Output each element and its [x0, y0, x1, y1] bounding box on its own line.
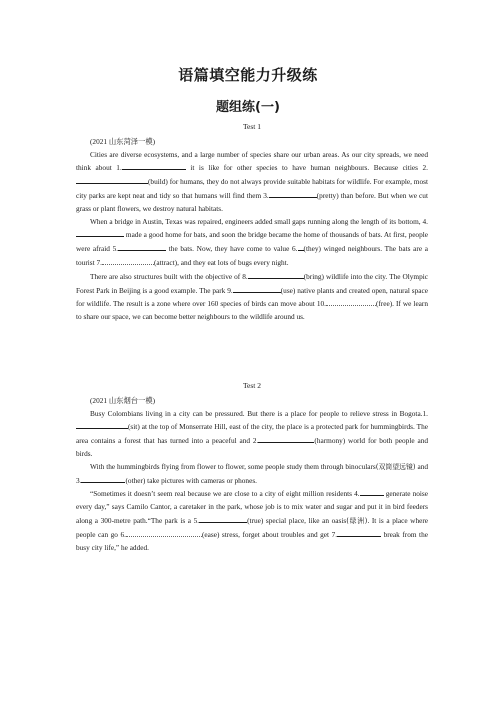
- blank-t2-4[interactable]: [360, 487, 384, 496]
- test-1-paragraph-2: When a bridge in Austin, Texas was repaired, engineers added small gaps running along the length of its bottom, 4. made a good home for bats, and soon the bridge became the home of thousands of bats. At first, people were afraid 5. the bats. Now, they have come to value 6. (they) winged neighbours. The bats are a tourist 7. (attract), and they eat lots of bugs every night.: [76, 216, 428, 267]
- blank-2[interactable]: [76, 175, 148, 184]
- blank-3[interactable]: [269, 189, 317, 198]
- test-2-heading: Test 2: [242, 381, 261, 390]
- page-title: 语篇填空能力升级练: [178, 66, 318, 84]
- page-subtitle: 题组练(一): [216, 100, 280, 115]
- blank-7[interactable]: [102, 256, 154, 265]
- test-2-paragraph-1: Busy Colombians living in a city can be pressured. But there is a place for people to relieve stress in Bogota.1.(sit) at the top of Monserrate Hill, east of the city, the place is a protected park for hummingbirds. The area contains a forest that has turned into a peaceful and 2. (harmony) world for both people and birds.: [76, 408, 428, 458]
- blank-t2-3[interactable]: [81, 474, 125, 483]
- blank-5[interactable]: [118, 242, 166, 251]
- test-1-source: (2021 山东菏泽一模): [90, 136, 156, 146]
- test-1-paragraph-3: There are also structures built with the objective of 8. (bring) wildlife into the city. The Olympic Forest Park in Beijing is a good example. The park 9. (use) native plants and created open, natural space for wildlife. The result is a zone where over 160 species of birds can move about 10. (free). If we learn to share our space, we can become better neighbours to the wildlife around us.: [76, 271, 428, 322]
- test-1-section: [76, 121, 428, 324]
- blank-9[interactable]: [233, 284, 281, 293]
- blank-t2-5[interactable]: [199, 514, 247, 523]
- blank-4[interactable]: [76, 228, 124, 237]
- blank-10[interactable]: [326, 297, 376, 306]
- blank-t2-1[interactable]: [76, 420, 128, 429]
- test-2-paragraph-3: “Sometimes it doesn’t seem real because we are close to a city of eight million residents 4. generate noise every day,” says Camilo Cantor, a caretaker in the park, whose job is to mix water and sugar and put it in bird feeders along a 300-metre path.“The park is a 5. (true) special place, like an oasis(绿洲). It is a place where people can go 6. (ease) stress, forget about troubles and get 7. break from the busy city life,” he added.: [76, 489, 429, 552]
- test-1-paragraph-1: Cities are diverse ecosystems, and a large number of species share our urban areas. As our city spreads, we need think about 1. it is like for other species to have human neighbours. Because cities 2.(build) for humans, they do not always provide suitable habitats for wildlife. For example, most city parks are kept neat and tidy so that humans will find them 3. (pretty) than before. But when we cut grass or plant flowers, we destroy natural habitats.: [76, 149, 428, 213]
- test-2-source: (2021 山东烟台一模): [90, 395, 156, 405]
- blank-1[interactable]: [122, 161, 186, 170]
- blank-t2-7[interactable]: [337, 528, 381, 537]
- blank-t2-6[interactable]: [126, 528, 202, 537]
- blank-t2-2[interactable]: [258, 434, 314, 443]
- test-2-paragraph-2: With the hummingbirds flying from flower to flower, some people study them through binoculars(双筒望远镜) and 3. (other) take pictures with cameras or phones.: [76, 461, 428, 485]
- test-2-section: [76, 380, 428, 554]
- blank-8[interactable]: [248, 270, 304, 279]
- test-1-heading: Test 1: [242, 122, 261, 131]
